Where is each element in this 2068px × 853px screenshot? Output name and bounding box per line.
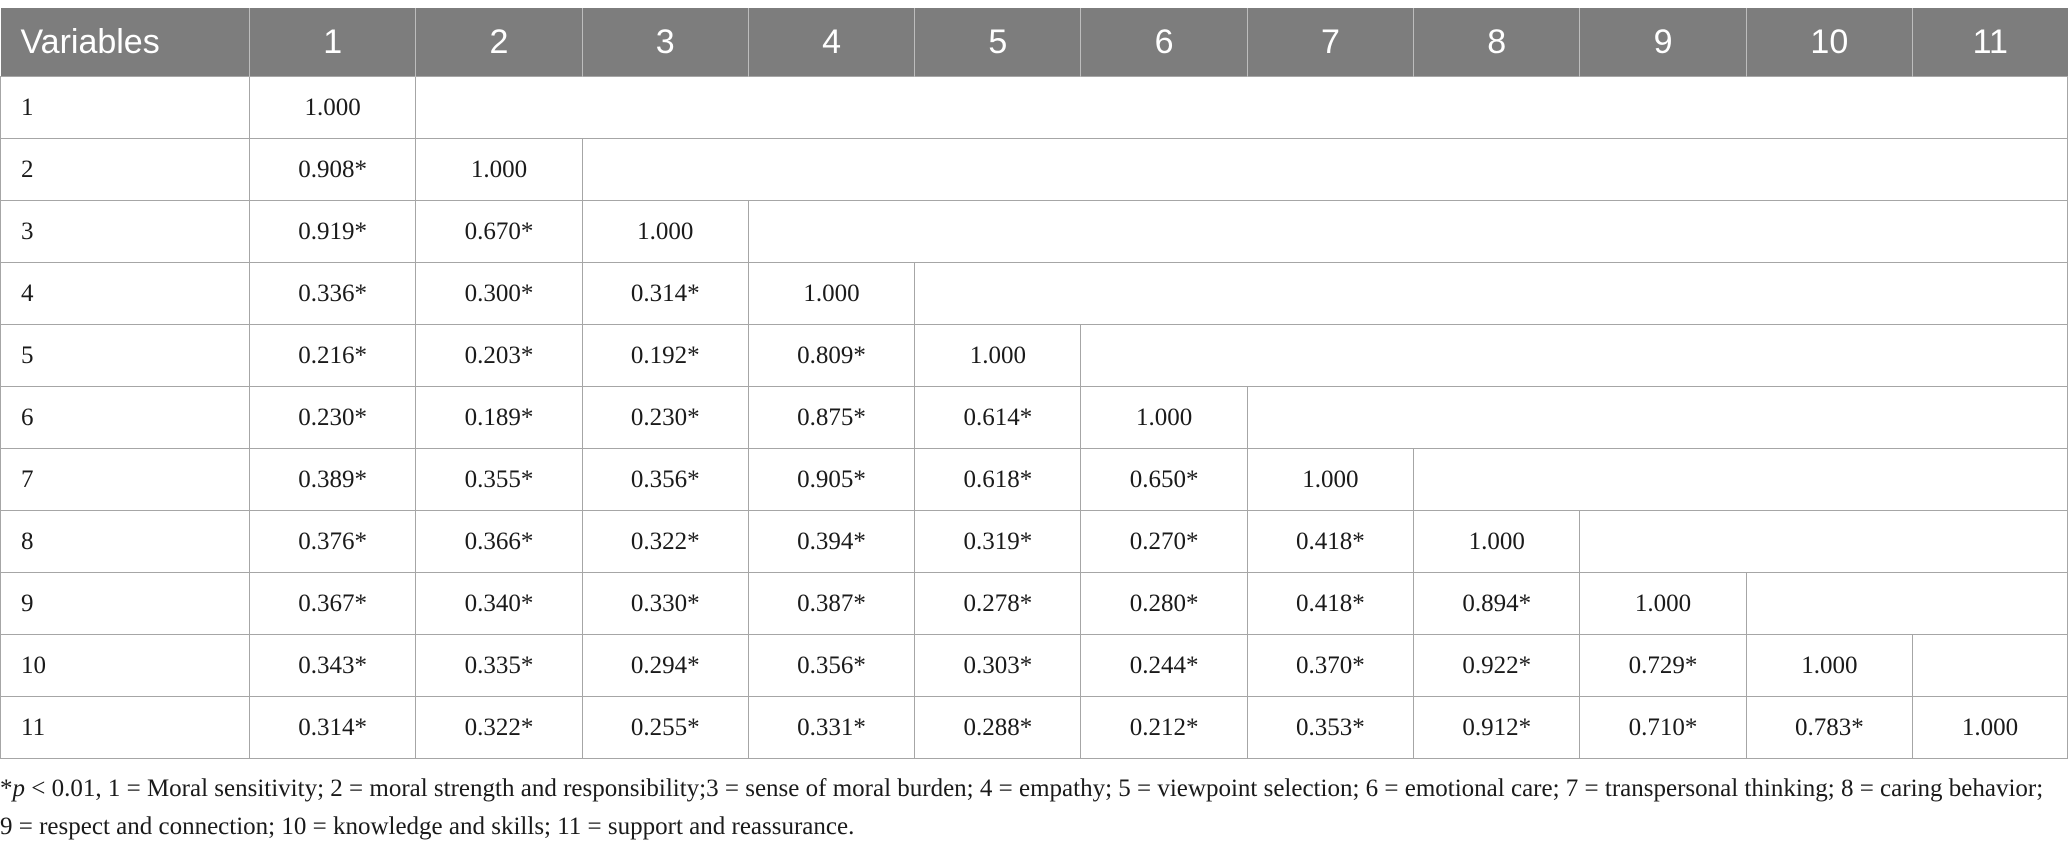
table-cell: 0.353*	[1247, 697, 1413, 759]
table-cell: 0.614*	[915, 387, 1081, 449]
table-cell: 0.387*	[748, 573, 914, 635]
table-cell: 0.905*	[748, 449, 914, 511]
table-row	[1, 77, 2068, 139]
table-cell: 1.000	[915, 325, 1081, 387]
header-col-1: 1	[250, 8, 416, 77]
table-cell: 1.000	[1912, 697, 2067, 759]
header-col-4: 4	[748, 8, 914, 77]
table-cell: 0.288*	[915, 697, 1081, 759]
table-cell: 0.303*	[915, 635, 1081, 697]
empty-upper-triangle	[1414, 449, 2068, 511]
table-cell: 0.314*	[582, 263, 748, 325]
table-cell: 0.919*	[250, 201, 416, 263]
table-cell: 0.394*	[748, 511, 914, 573]
table-cell: 0.330*	[582, 573, 748, 635]
table-cell: 0.212*	[1081, 697, 1247, 759]
table-cell: 0.300*	[416, 263, 582, 325]
header-col-11: 11	[1912, 8, 2067, 77]
table-row	[1, 387, 2068, 449]
empty-upper-triangle	[1247, 387, 2067, 449]
table-row	[1, 449, 2068, 511]
table-cell: 0.367*	[250, 573, 416, 635]
table-cell: 1.000	[748, 263, 914, 325]
table-cell: 0.370*	[1247, 635, 1413, 697]
table-cell: 1.000	[1746, 635, 1912, 697]
empty-upper-triangle	[416, 77, 2068, 139]
table-cell: 0.670*	[416, 201, 582, 263]
table-cell: 0.729*	[1580, 635, 1746, 697]
table-cell: 0.280*	[1081, 573, 1247, 635]
table-body	[1, 77, 2068, 759]
table-cell: 0.922*	[1414, 635, 1580, 697]
table-row	[1, 511, 2068, 573]
table-cell: 0.618*	[915, 449, 1081, 511]
table-cell: 0.270*	[1081, 511, 1247, 573]
table-cell: 0.894*	[1414, 573, 1580, 635]
table-cell: 0.783*	[1746, 697, 1912, 759]
row-label: 6	[1, 387, 250, 449]
table-cell: 0.418*	[1247, 573, 1413, 635]
table-cell: 0.875*	[748, 387, 914, 449]
table-cell: 0.255*	[582, 697, 748, 759]
footnote-p-symbol: p	[12, 775, 25, 802]
table-cell: 0.376*	[250, 511, 416, 573]
table-cell: 0.294*	[582, 635, 748, 697]
empty-upper-triangle	[1746, 573, 2067, 635]
table-cell: 1.000	[416, 139, 582, 201]
header-col-3: 3	[582, 8, 748, 77]
table-row	[1, 573, 2068, 635]
table-cell: 0.418*	[1247, 511, 1413, 573]
header-col-5: 5	[915, 8, 1081, 77]
table-row	[1, 201, 2068, 263]
row-label: 2	[1, 139, 250, 201]
table-cell: 0.355*	[416, 449, 582, 511]
table-cell: 0.230*	[250, 387, 416, 449]
table-cell: 0.203*	[416, 325, 582, 387]
table-cell: 0.216*	[250, 325, 416, 387]
table-cell: 0.322*	[582, 511, 748, 573]
table-cell: 0.189*	[416, 387, 582, 449]
table-cell: 0.912*	[1414, 697, 1580, 759]
correlation-table	[0, 8, 2068, 759]
table-cell: 1.000	[1081, 387, 1247, 449]
header-col-6: 6	[1081, 8, 1247, 77]
table-row	[1, 263, 2068, 325]
table-cell: 0.908*	[250, 139, 416, 201]
table-cell: 1.000	[1580, 573, 1746, 635]
row-label: 4	[1, 263, 250, 325]
table-cell: 0.356*	[582, 449, 748, 511]
empty-upper-triangle	[915, 263, 2068, 325]
table-row	[1, 697, 2068, 759]
row-label: 10	[1, 635, 250, 697]
table-cell: 0.331*	[748, 697, 914, 759]
table-row	[1, 139, 2068, 201]
empty-upper-triangle	[1580, 511, 2068, 573]
table-cell: 0.650*	[1081, 449, 1247, 511]
empty-upper-triangle	[748, 201, 2067, 263]
table-cell: 0.335*	[416, 635, 582, 697]
row-label: 8	[1, 511, 250, 573]
table-cell: 1.000	[250, 77, 416, 139]
table-cell: 0.389*	[250, 449, 416, 511]
header-col-9: 9	[1580, 8, 1746, 77]
table-cell: 0.343*	[250, 635, 416, 697]
table-cell: 0.230*	[582, 387, 748, 449]
table-cell: 0.336*	[250, 263, 416, 325]
table-row	[1, 325, 2068, 387]
row-label: 7	[1, 449, 250, 511]
table-cell: 0.322*	[416, 697, 582, 759]
empty-upper-triangle	[1912, 635, 2067, 697]
table-cell: 1.000	[1247, 449, 1413, 511]
header-variables: Variables	[1, 8, 250, 77]
table-row	[1, 635, 2068, 697]
table-cell: 0.278*	[915, 573, 1081, 635]
empty-upper-triangle	[1081, 325, 2068, 387]
empty-upper-triangle	[582, 139, 2067, 201]
header-col-10: 10	[1746, 8, 1912, 77]
table-cell: 0.366*	[416, 511, 582, 573]
footnote-star: *	[0, 775, 13, 802]
row-label: 5	[1, 325, 250, 387]
table-cell: 0.244*	[1081, 635, 1247, 697]
row-label: 9	[1, 573, 250, 635]
row-label: 3	[1, 201, 250, 263]
row-label: 1	[1, 77, 250, 139]
table-footnote	[0, 770, 2060, 846]
header-col-8: 8	[1414, 8, 1580, 77]
table-cell: 0.710*	[1580, 697, 1746, 759]
table-cell: 0.356*	[748, 635, 914, 697]
table-cell: 1.000	[1414, 511, 1580, 573]
table-cell: 0.192*	[582, 325, 748, 387]
table-cell: 0.319*	[915, 511, 1081, 573]
table-cell: 1.000	[582, 201, 748, 263]
table-cell: 0.314*	[250, 697, 416, 759]
header-col-2: 2	[416, 8, 582, 77]
row-label: 11	[1, 697, 250, 759]
correlation-table-container	[0, 8, 2068, 759]
footnote-text: < 0.01, 1 = Moral sensitivity; 2 = moral strength and responsibility;3 = sense of moral burden; 4 = empathy; 5 = viewpoint selection; 6 = emotional care; 7 = transpersonal thinking; 8 = caring behavior; 9 = respect and connection; 10 = knowledge and skills; 11 = support and reassurance.	[0, 775, 2044, 840]
table-cell: 0.340*	[416, 573, 582, 635]
header-row	[1, 8, 2068, 77]
header-col-7: 7	[1247, 8, 1413, 77]
table-cell: 0.809*	[748, 325, 914, 387]
